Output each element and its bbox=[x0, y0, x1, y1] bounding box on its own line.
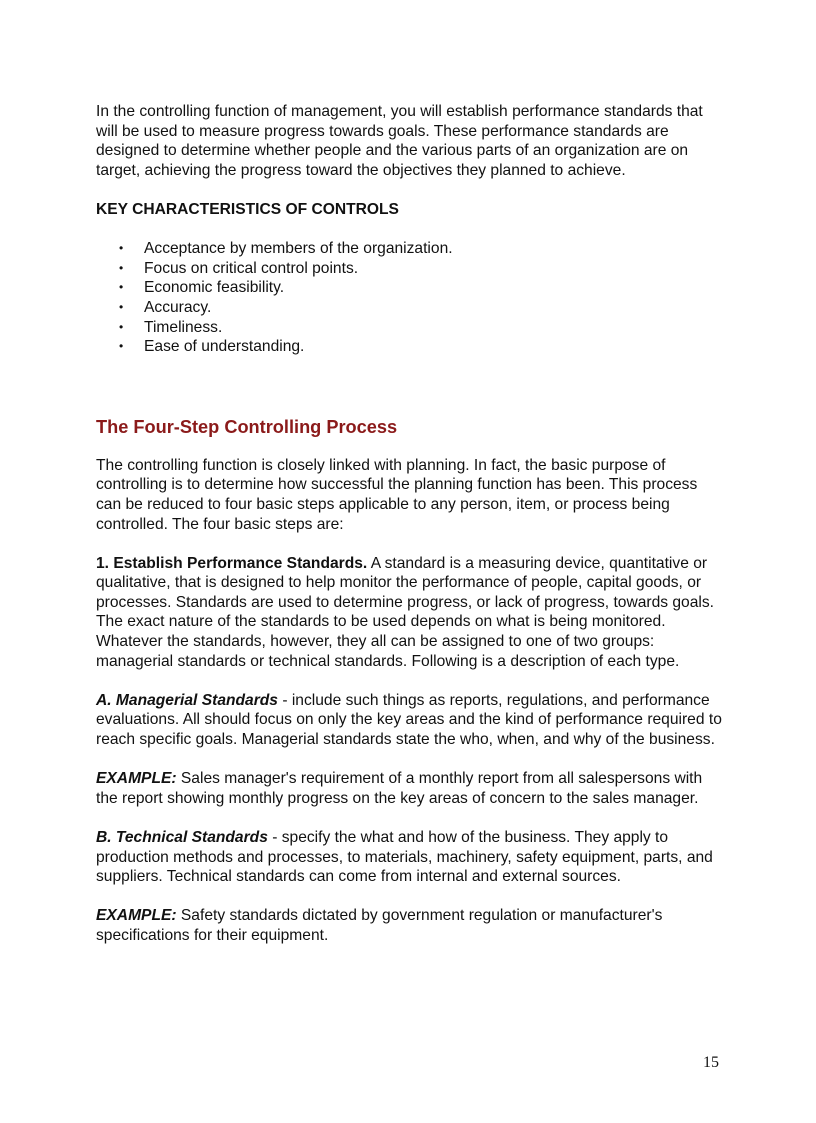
bullet-icon: • bbox=[119, 241, 124, 256]
list-item bbox=[119, 337, 726, 357]
intro-paragraph: In the controlling function of management, you will establish performance standards that will be used to measure progress towards goals. These performance standards are designed to determine whether people and the various parts of an organization are on target, achieving the progress toward the objectives they planned to achieve. bbox=[96, 103, 703, 179]
example1-text: Sales manager's requirement of a monthly report from all salespersons with the report showing monthly progress on the key areas of concern to the sales manager. bbox=[96, 770, 703, 807]
list-item bbox=[119, 318, 726, 338]
technical-standards-text: - specify the what and how of the business. They apply to production methods and processes, to materials, machinery, safety equipment, parts, and suppliers. Technical standards can come from internal and external sources. bbox=[96, 829, 713, 886]
key-characteristics-list bbox=[96, 239, 726, 357]
list-item-text: Accuracy. bbox=[144, 298, 212, 316]
managerial-standards-text: - include such things as reports, regulations, and performance evaluations. All should focus on only the key areas and the kind of performance required to reach specific goals. Managerial standards state the who, when, and why of the business. bbox=[96, 691, 722, 749]
bullet-icon: • bbox=[119, 280, 124, 295]
list-item bbox=[119, 298, 726, 318]
example2-text: Safety standards dictated by government regulation or manufacturer's specifications for their equipment. bbox=[96, 907, 663, 944]
step1-paragraph bbox=[96, 554, 726, 672]
step1-text: A standard is a measuring device, quantitative or qualitative, that is designed to help monitor the performance of people, capital goods, or processes. Standards are used to determine progress, or lack of progress, towards goals. The exact nature of the standards to be used depends on what is being monitored. Whatever the standards, however, they all can be assigned to one of two groups: managerial standards or technical standards. Following is a description of each type. bbox=[96, 554, 714, 670]
key-characteristics-heading: KEY CHARACTERISTICS OF CONTROLS bbox=[96, 200, 399, 218]
section-intro-paragraph: The controlling function is closely linked with planning. In fact, the basic purpose of controlling is to determine how successful the planning function has been. This process can be reduced to four basic steps applicable to any person, item, or process being controlled. The four basic steps are: bbox=[96, 456, 698, 533]
bullet-icon: • bbox=[119, 319, 124, 334]
list-item-text: Timeliness. bbox=[144, 318, 223, 336]
technical-standards-paragraph bbox=[96, 828, 726, 887]
managerial-standards-paragraph bbox=[96, 691, 726, 750]
list-item bbox=[119, 278, 726, 298]
list-item-text: Economic feasibility. bbox=[144, 279, 285, 297]
step1-label: 1. Establish Performance Standards. bbox=[96, 554, 368, 572]
list-item bbox=[119, 239, 726, 259]
document-page bbox=[96, 102, 726, 946]
list-item-text: Focus on critical control points. bbox=[144, 259, 359, 277]
technical-standards-label: B. Technical Standards bbox=[96, 829, 268, 846]
list-item-text: Ease of understanding. bbox=[144, 338, 305, 356]
bullet-icon: • bbox=[119, 260, 124, 275]
bullet-icon: • bbox=[119, 299, 124, 314]
example2-paragraph bbox=[96, 906, 726, 945]
example2-label: EXAMPLE: bbox=[96, 907, 177, 925]
bullet-icon: • bbox=[119, 339, 124, 354]
page-number: 15 bbox=[703, 1054, 719, 1071]
example1-label: EXAMPLE: bbox=[96, 770, 177, 788]
example1-paragraph bbox=[96, 769, 726, 808]
managerial-standards-label: A. Managerial Standards bbox=[96, 691, 278, 709]
list-item bbox=[119, 259, 726, 279]
section-title: The Four-Step Controlling Process bbox=[96, 416, 398, 437]
list-item-text: Acceptance by members of the organization. bbox=[144, 240, 453, 258]
